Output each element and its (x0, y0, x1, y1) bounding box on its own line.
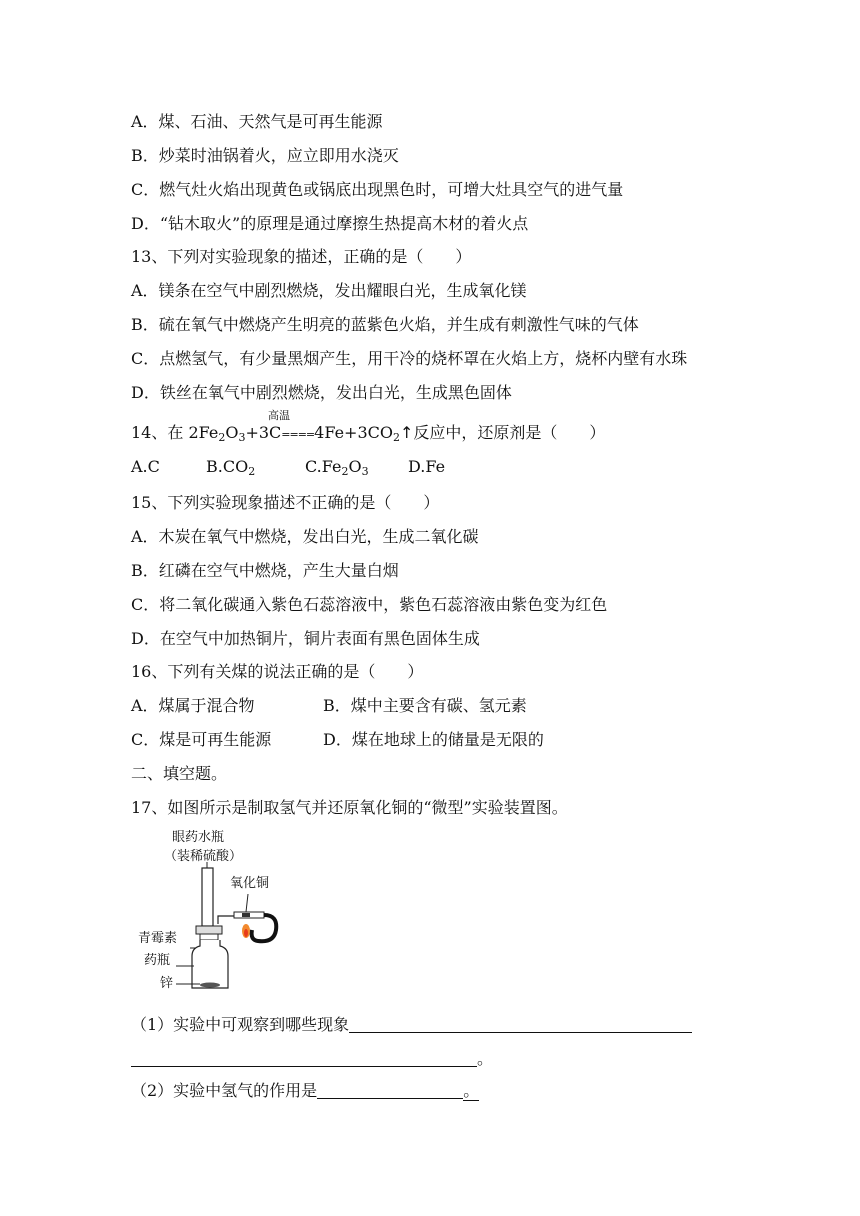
q15-stem: 15、下列实验现象描述不正确的是（ ） (131, 493, 440, 512)
q12-option-a: A．煤、石油、天然气是可再生能源 (131, 112, 383, 131)
section-heading: 二、填空题。 (131, 764, 228, 783)
q14-stem (131, 423, 605, 445)
q13-option-d: D．铁丝在氧气中剧烈燃烧，发出白光，生成黑色固体 (131, 383, 512, 402)
q16-option-d: D．煤在地球上的储量是无限的 (323, 730, 544, 749)
q14-sub-a: 2 (218, 431, 226, 444)
q17-sub1-end: 。 (477, 1049, 494, 1068)
gas-up-arrow-icon: ↑ (399, 423, 414, 442)
q17-stem: 17、如图所示是制取氢气并还原氧化铜的“微型”实验装置图。 (131, 798, 568, 817)
q17-sub1-cont (131, 1049, 493, 1069)
q16-stem: 16、下列有关煤的说法正确的是（ ） (131, 662, 424, 681)
q16-option-a: A．煤属于混合物 (131, 696, 255, 715)
q14-eq-e: 4Fe+3CO (314, 423, 393, 442)
q15-option-c: C．将二氧化碳通入紫色石蕊溶液中，紫色石蕊溶液由紫色变为红色 (131, 595, 608, 614)
answer-blank-2[interactable] (317, 1082, 463, 1099)
q14-option-c (305, 457, 369, 477)
figure-label-bottle: 药瓶 (144, 953, 171, 968)
figure-label-dilute-acid: （装稀硫酸） (164, 849, 243, 864)
q15-option-b: B．红磷在空气中燃烧，产生大量白烟 (131, 561, 399, 580)
q14-option-c-sub2: 3 (361, 465, 369, 478)
q12-option-b: B．炒菜时油锅着火，应立即用水浇灭 (131, 146, 399, 165)
q14-sub-c: 3 (238, 431, 246, 444)
apparatus-figure (130, 826, 290, 996)
q14-option-a: A.C (131, 457, 160, 476)
q15-option-d: D．在空气中加热铜片，铜片表面有黑色固体生成 (131, 629, 480, 648)
q12-option-c: C．燃气灶火焰出现黄色或锅底出现黑色时，可增大灶具空气的进气量 (131, 180, 624, 199)
figure-label-zinc: 锌 (160, 976, 174, 991)
q14-option-c-sub1: 2 (341, 465, 349, 478)
q14-option-b (206, 457, 255, 477)
q14-eq-b: O (225, 423, 239, 442)
apparatus-drawing (130, 826, 290, 996)
q14-eq-d: +3C (245, 423, 282, 442)
q14-option-d: D.Fe (408, 457, 446, 476)
q13-option-c: C．点燃氢气，有少量黑烟产生，用干冷的烧杯罩在火焰上方，烧杯内壁有水珠 (131, 349, 688, 368)
q14-suffix: 反应中，还原剂是（ ） (413, 423, 606, 442)
q14-option-c-main: C.Fe (305, 457, 342, 476)
q14-option-b-sub: 2 (248, 465, 256, 478)
q14-prefix: 14、在 2Fe (131, 423, 219, 442)
answer-blank-1b[interactable] (131, 1050, 477, 1067)
q14-option-c-mid: O (348, 457, 362, 476)
q16-option-b: B．煤中主要含有碳、氢元素 (323, 696, 527, 715)
figure-label-penicillin: 青霉素 (138, 931, 178, 946)
q13-option-b: B．硫在氧气中燃烧产生明亮的蓝紫色火焰，并生成有刺激性气味的气体 (131, 315, 639, 334)
reaction-arrow: ==== (281, 428, 315, 441)
figure-label-eyedrop-bottle: 眼药水瓶 (172, 830, 225, 845)
q17-sub2-end: 。 (463, 1081, 480, 1100)
q14-option-b-main: B.CO (206, 457, 249, 476)
q17-sub1-text: （1）实验中可观察到哪些现象 (131, 1015, 350, 1034)
q17-sub1 (131, 1015, 692, 1035)
reaction-condition: 高温 (268, 409, 290, 422)
q13-stem: 13、下列对实验现象的描述，正确的是（ ） (131, 247, 472, 266)
q13-option-a: A．镁条在空气中剧烈燃烧，发出耀眼白光，生成氧化镁 (131, 281, 527, 300)
answer-blank-1a[interactable] (349, 1016, 692, 1033)
q12-option-d: D．“钻木取火”的原理是通过摩擦生热提高木材的着火点 (131, 214, 529, 233)
q16-option-c: C．煤是可再生能源 (131, 730, 272, 749)
q15-option-a: A．木炭在氧气中燃烧，发出白光，生成二氧化碳 (131, 527, 479, 546)
q17-sub2-text: （2）实验中氢气的作用是 (131, 1081, 318, 1100)
figure-label-copper-oxide: 氧化铜 (230, 876, 270, 891)
q14-sub-f: 2 (392, 431, 400, 444)
q17-sub2 (131, 1081, 479, 1101)
